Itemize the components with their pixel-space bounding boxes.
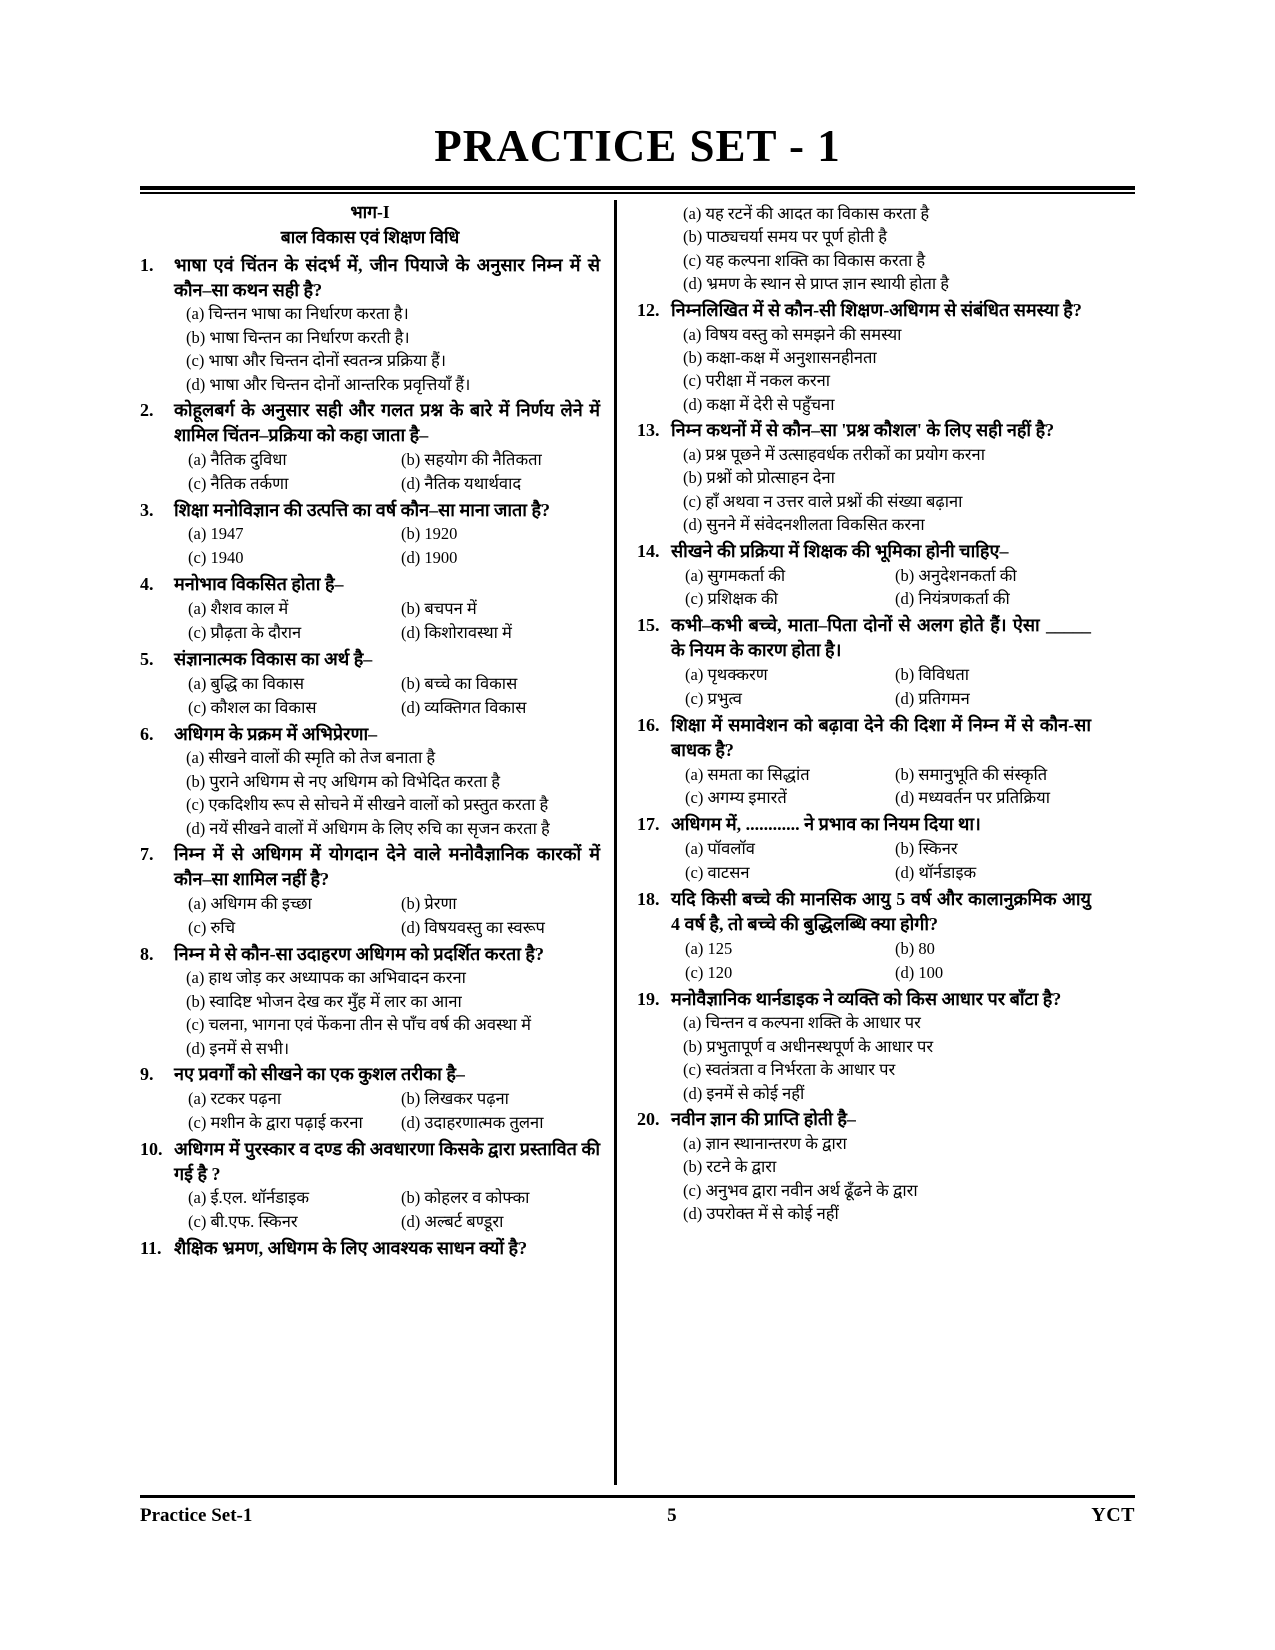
question-item: [637, 987, 1091, 1106]
option-item[interactable]: (c) कौशल का विकास: [188, 697, 317, 717]
option-item[interactable]: (c) वाटसन: [685, 863, 750, 883]
option-list: [174, 1186, 600, 1234]
option-item[interactable]: (c) भाषा और चिन्तन दोनों स्वतन्त्र प्रक्रिया हैं।: [186, 351, 447, 371]
question-text: नए प्रवर्गों को सीखने का एक कुशल तरीका है–: [174, 1064, 465, 1085]
question-text: सीखने की प्रक्रिया में शिक्षक की भूमिका होनी चाहिए–: [671, 540, 1009, 561]
question-body: [174, 253, 600, 396]
option-list: [671, 663, 1091, 711]
question-body: [174, 842, 600, 940]
question-body: [174, 722, 600, 841]
option-item[interactable]: (d) विषयवस्तु का स्वरूप: [401, 917, 545, 937]
option-list: [671, 564, 1091, 612]
question-text: निम्न कथनों में से कौन–सा 'प्रश्न कौशल' के लिए सही नहीं है?: [671, 420, 1055, 441]
question-item: [140, 842, 600, 940]
section-part: भाग-I: [350, 202, 390, 222]
question-body: [671, 539, 1091, 612]
question-number: 6.: [140, 723, 154, 744]
question-number: 13.: [637, 420, 660, 441]
question-text: नवीन ज्ञान की प्राप्ति होती है–: [671, 1109, 856, 1130]
question-body: [174, 647, 600, 720]
option-item[interactable]: (d) अल्बर्ट बण्डूरा: [401, 1212, 504, 1232]
title-divider: [140, 186, 1135, 194]
option-item[interactable]: (a) विषय वस्तु को समझने की समस्या: [683, 324, 902, 344]
option-item[interactable]: (a) पॉवलॉव: [685, 839, 755, 859]
option-item[interactable]: (b) 80: [895, 938, 935, 958]
option-item[interactable]: (b) अनुदेशनकर्ता की: [895, 565, 1017, 585]
question-body: [671, 418, 1091, 537]
option-item[interactable]: (a) बुद्धि का विकास: [188, 673, 305, 693]
question-number: [637, 202, 671, 296]
option-item[interactable]: (b) कक्षा-कक्ष में अनुशासनहीनता: [683, 347, 877, 367]
section-subject: बाल विकास एवं शिक्षण विधि: [280, 227, 460, 248]
question-text: अधिगम में पुरस्कार व दण्ड की अवधारणा किसके द्वारा प्रस्तावित की गई है ?: [174, 1138, 600, 1184]
question-number: 14.: [637, 540, 660, 561]
option-item[interactable]: (b) प्रेरणा: [401, 893, 457, 913]
question-number: 19.: [637, 988, 660, 1009]
question-body: [174, 498, 600, 571]
option-item[interactable]: (b) रटने के द्वारा: [683, 1157, 777, 1177]
question-text: शिक्षा मनोविज्ञान की उत्पत्ति का वर्ष कौन–सा माना जाता है?: [174, 499, 551, 520]
question-item: [637, 418, 1091, 537]
question-number: 11.: [140, 1238, 162, 1259]
option-item[interactable]: (b) समानुभूति की संस्कृति: [895, 764, 1048, 784]
option-item[interactable]: (d) नियंत्रणकर्ता की: [895, 589, 1010, 609]
question-body: [671, 202, 1091, 296]
option-list: [174, 966, 600, 1060]
option-item[interactable]: (d) 1900: [401, 548, 458, 568]
option-list: [174, 1087, 600, 1135]
option-list: [671, 443, 1091, 537]
option-list: [671, 937, 1091, 985]
question-text: अधिगम में, ............ ने प्रभाव का नियम दिया था।: [671, 814, 981, 835]
question-text: कोहूलबर्ग के अनुसार सही और गलत प्रश्न के बारे में निर्णय लेने में शामिल चिंतन–प्रक्रिया को कहा जाता है–: [174, 400, 600, 445]
option-item[interactable]: (d) व्यक्तिगत विकास: [401, 697, 527, 717]
question-item: [140, 498, 600, 571]
option-item[interactable]: (c) बी.एफ. स्किनर: [188, 1212, 298, 1232]
option-item[interactable]: (d) 100: [895, 962, 944, 982]
footer-page-number: 5: [667, 1504, 677, 1526]
question-number: 18.: [637, 889, 660, 910]
option-item[interactable]: (d) उदाहरणात्मक तुलना: [401, 1112, 544, 1132]
option-item[interactable]: (d) प्रतिगमन: [895, 688, 970, 708]
two-column-body: [140, 200, 1135, 1485]
question-number: 1.: [140, 254, 154, 275]
question-item: [637, 202, 1091, 296]
option-list: [671, 1132, 1091, 1226]
option-item[interactable]: (c) 1940: [188, 548, 244, 568]
option-item[interactable]: (a) चिन्तन व कल्पना शक्ति के आधार पर: [683, 1013, 921, 1033]
option-item[interactable]: (b) प्रश्नों को प्रोत्साहन देना: [683, 468, 835, 488]
question-text: शैक्षिक भ्रमण, अधिगम के लिए आवश्यक साधन क्यों है?: [174, 1238, 528, 1259]
option-list: [671, 837, 1091, 885]
question-item: [637, 539, 1091, 612]
question-item: [140, 1137, 600, 1235]
question-body: [174, 1062, 600, 1135]
option-item[interactable]: (a) अधिगम की इच्छा: [188, 893, 312, 913]
option-item[interactable]: (d) कक्षा में देरी से पहुँचना: [683, 394, 835, 414]
question-number: 16.: [637, 714, 660, 735]
option-item[interactable]: (b) स्किनर: [895, 839, 958, 859]
question-number: 9.: [140, 1064, 154, 1085]
question-text: निम्न मे से कौन-सा उदाहरण अधिगम को प्रदर्शित करता है?: [174, 943, 544, 964]
question-number: 3.: [140, 499, 154, 520]
question-number: 12.: [637, 299, 660, 320]
question-body: [174, 572, 600, 645]
option-list: [671, 763, 1091, 811]
question-item: [637, 613, 1091, 711]
option-item[interactable]: (a) सीखने वालों की स्मृति को तेज बनाता है: [186, 748, 436, 768]
question-item: [637, 713, 1091, 811]
question-text: मनोभाव विकसित होता है–: [174, 574, 344, 595]
question-text: अधिगम के प्रक्रम में अभिप्रेरणा–: [174, 723, 378, 744]
option-item[interactable]: (d) इनमें से सभी।: [186, 1038, 290, 1058]
question-number: 15.: [637, 615, 660, 636]
option-list: [174, 448, 600, 496]
question-text: संज्ञानात्मक विकास का अर्थ है–: [174, 648, 373, 669]
option-item[interactable]: (c) 120: [685, 962, 733, 982]
option-item[interactable]: (b) बचपन में: [401, 599, 477, 619]
option-list: [174, 522, 600, 570]
option-item[interactable]: (c) रुचि: [188, 917, 236, 937]
option-list: [174, 302, 600, 396]
footer-publisher: YCT: [1091, 1504, 1135, 1526]
question-body: [671, 713, 1091, 811]
option-item[interactable]: (a) रटकर पढ़ना: [188, 1088, 282, 1108]
option-item[interactable]: (b) पाठ्यचर्या समय पर पूर्ण होती है: [683, 227, 888, 247]
question-number: 2.: [140, 400, 154, 421]
option-item[interactable]: (b) लिखकर पढ़ना: [401, 1088, 509, 1108]
option-item[interactable]: (c) मशीन के द्वारा पढ़ाई करना: [188, 1112, 363, 1132]
question-item: [637, 887, 1091, 985]
option-item[interactable]: (a) सुगमकर्ता की: [685, 565, 786, 585]
option-item[interactable]: (c) अगम्य इमारतें: [685, 788, 787, 808]
question-body: [671, 298, 1091, 417]
option-item[interactable]: (d) मध्यवर्तन पर प्रतिक्रिया: [895, 788, 1050, 808]
option-item[interactable]: (b) कोहलर व कोफ्का: [401, 1188, 530, 1208]
option-item[interactable]: (c) प्रभुत्व: [685, 688, 742, 708]
option-item[interactable]: (d) सुनने में संवेदनशीलता विकसित करना: [683, 515, 925, 535]
page-title: PRACTICE SET - 1: [434, 121, 841, 171]
question-item: [140, 647, 600, 720]
option-item[interactable]: (a) ई.एल. थॉर्नडाइक: [188, 1188, 310, 1208]
question-number: 8.: [140, 943, 154, 964]
question-item: [140, 942, 600, 1061]
question-text: मनोवैज्ञानिक थार्नडाइक ने व्यक्ति को किस आधार पर बाँटा है?: [671, 988, 1062, 1009]
left-question-list: [140, 253, 600, 1261]
question-item: [140, 572, 600, 645]
option-list: [174, 597, 600, 645]
option-item[interactable]: (d) किशोरावस्था में: [401, 623, 512, 643]
option-item[interactable]: (c) परीक्षा में नकल करना: [683, 371, 831, 391]
question-item: [140, 253, 600, 396]
column-divider: [614, 200, 617, 1485]
question-body: [174, 398, 600, 496]
option-item[interactable]: (a) 1947: [188, 524, 244, 544]
option-item[interactable]: (a) हाथ जोड़ कर अध्यापक का अभिवादन करना: [186, 968, 466, 988]
footer-left-label: Practice Set-1: [140, 1504, 253, 1526]
question-body: [671, 1107, 1091, 1226]
option-item[interactable]: (b) विविधता: [895, 665, 970, 685]
option-item[interactable]: (d) उपरोक्त में से कोई नहीं: [683, 1204, 839, 1224]
option-item[interactable]: (c) प्रशिक्षक की: [685, 589, 778, 609]
question-body: [671, 887, 1091, 985]
question-item: [140, 722, 600, 841]
option-item[interactable]: (b) भाषा चिन्तन का निर्धारण करती है।: [186, 327, 410, 347]
question-number: 17.: [637, 814, 660, 835]
question-item: [140, 398, 600, 496]
question-body: [671, 987, 1091, 1106]
question-text: यदि किसी बच्चे की मानसिक आयु 5 वर्ष और कालानुक्रमिक आयु 4 वर्ष है, तो बच्चे की बुद्धिलब्धि क्या होगी?: [671, 889, 1091, 934]
question-number: 7.: [140, 844, 154, 865]
option-item[interactable]: (c) हाँ अथवा न उत्तर वाले प्रश्नों की संख्या बढ़ाना: [683, 491, 963, 511]
option-item[interactable]: (d) नैतिक यथार्थवाद: [401, 473, 522, 493]
question-number: 5.: [140, 648, 154, 669]
option-item[interactable]: (c) अनुभव द्वारा नवीन अर्थ ढूँढने के द्वारा: [683, 1180, 918, 1200]
question-text: भाषा एवं चिंतन के संदर्भ में, जीन पियाजे के अनुसार निम्न में से कौन–सा कथन सही है?: [174, 254, 600, 300]
option-item[interactable]: (d) भ्रमण के स्थान से प्राप्त ज्ञान स्थायी होता है: [683, 274, 950, 294]
question-body: [174, 1236, 600, 1261]
option-item[interactable]: (d) नयें सीखने वालों में अधिगम के लिए रुचि का सृजन करता है: [186, 818, 550, 838]
question-body: [174, 1137, 600, 1235]
right-question-list: [637, 202, 1091, 1226]
page-footer: [140, 1498, 1135, 1527]
question-item: [140, 1062, 600, 1135]
option-item[interactable]: (b) स्वादिष्ट भोजन देख कर मुँह में लार का आना: [186, 991, 462, 1011]
question-number: 20.: [637, 1109, 660, 1130]
question-item: [637, 1107, 1091, 1226]
option-item[interactable]: (a) 125: [685, 938, 733, 958]
option-item[interactable]: (a) यह रटनें की आदत का विकास करता है: [683, 204, 930, 223]
option-list: [174, 746, 600, 840]
option-list: [671, 323, 1091, 417]
question-number: 10.: [140, 1138, 163, 1159]
option-item[interactable]: (c) नैतिक तर्कणा: [188, 473, 289, 493]
question-item: [637, 812, 1091, 885]
option-item[interactable]: (a) प्रश्न पूछने में उत्साहवर्धक तरीकों का प्रयोग करना: [683, 445, 985, 465]
option-item[interactable]: (b) सहयोग की नैतिकता: [401, 449, 542, 469]
question-text: निम्न में से अधिगम में योगदान देने वाले मनोवैज्ञानिक कारकों में कौन–सा शामिल नहीं है?: [174, 844, 600, 889]
option-item[interactable]: (a) नैतिक दुविधा: [188, 449, 287, 469]
question-text: कभी–कभी बच्चे, माता–पिता दोनों से अलग होते हैं। ऐसा _____ के नियम के कारण होता है।: [671, 615, 1091, 661]
question-text: निम्नलिखित में से कौन-सी शिक्षण-अधिगम से संबंधित समस्या है?: [671, 299, 1082, 320]
option-item[interactable]: (a) समता का सिद्धांत: [685, 764, 810, 784]
option-list: [174, 672, 600, 720]
question-body: [671, 812, 1091, 885]
left-column: [140, 200, 610, 1485]
option-item[interactable]: (a) चिन्तन भाषा का निर्धारण करता है।: [186, 304, 409, 324]
option-item[interactable]: (c) एकदिशीय रूप से सोचने में सीखने वालों को प्रस्तुत करता है: [186, 795, 549, 815]
option-list: [174, 892, 600, 940]
question-text: शिक्षा में समावेशन को बढ़ावा देने की दिशा में निम्न में से कौन-सा बाधक है?: [671, 714, 1091, 760]
option-item[interactable]: (b) प्रभुतापूर्ण व अधीनस्थपूर्ण के आधार पर: [683, 1036, 934, 1056]
question-number: 4.: [140, 574, 154, 595]
question-body: [174, 942, 600, 1061]
option-item[interactable]: (a) शैशव काल में: [188, 599, 289, 619]
question-body: [671, 613, 1091, 711]
option-item[interactable]: (b) बच्चे का विकास: [401, 673, 518, 693]
right-column: [621, 200, 1091, 1485]
question-item: [637, 298, 1091, 417]
option-item[interactable]: (a) ज्ञान स्थानान्तरण के द्वारा: [683, 1133, 847, 1153]
option-item[interactable]: (b) 1920: [401, 524, 458, 544]
option-list: [671, 202, 1091, 296]
option-item[interactable]: (d) भाषा और चिन्तन दोनों आन्तरिक प्रवृत्तियाँ हैं।: [186, 374, 471, 394]
question-item: [140, 1236, 600, 1261]
option-item[interactable]: (c) चलना, भागना एवं फेंकना तीन से पाँच वर्ष की अवस्था में: [186, 1015, 531, 1035]
option-item[interactable]: (a) पृथक्करण: [685, 665, 768, 685]
option-item[interactable]: (c) प्रौढ़ता के दौरान: [188, 623, 302, 643]
option-item[interactable]: (d) थॉर्नडाइक: [895, 863, 977, 883]
option-item[interactable]: (d) इनमें से कोई नहीं: [683, 1083, 805, 1103]
option-item[interactable]: (c) यह कल्पना शक्ति का विकास करता है: [683, 250, 926, 270]
option-item[interactable]: (c) स्वतंत्रता व निर्भरता के आधार पर: [683, 1060, 896, 1080]
option-item[interactable]: (b) पुराने अधिगम से नए अधिगम को विभेदित करता है: [186, 771, 501, 791]
option-list: [671, 1011, 1091, 1105]
